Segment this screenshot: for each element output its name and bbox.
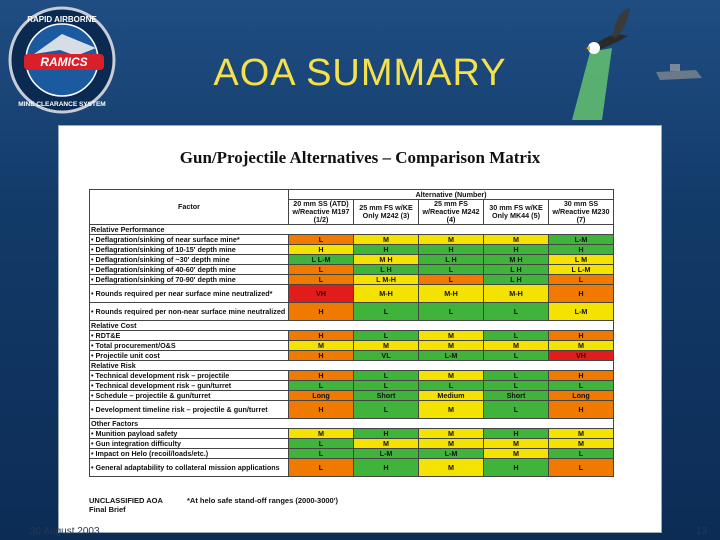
row-label: • Deflagration/sinking of 10-15' depth mine [90,245,289,255]
cell: M [354,235,419,245]
cell: VL [354,351,419,361]
cell: M [289,341,354,351]
cell: M [549,429,614,439]
svg-text:RAPID AIRBORNE: RAPID AIRBORNE [27,15,97,24]
cell: M [419,401,484,419]
table-row [90,285,614,303]
cell: L M-H [354,275,419,285]
cell: Long [289,391,354,401]
cell: L [484,351,549,361]
cell: L [484,401,549,419]
ramics-logo [4,4,122,116]
cell: H [289,245,354,255]
cell: L [354,331,419,341]
eagle-graphic [572,8,718,120]
cell: M-H [484,285,549,303]
cell: M [484,449,549,459]
cell: L L-M [549,265,614,275]
table-row [90,391,614,401]
cell: M [419,429,484,439]
comparison-matrix-panel [58,125,662,533]
cell: L [289,449,354,459]
column-header: 20 mm SS (ATD) w/Reactive M197 (1/2) [289,200,354,225]
cell: H [354,459,419,477]
slide-title: AOA SUMMARY [213,52,507,94]
table-row [90,449,614,459]
row-label: • Schedule – projectile & gun/turret [90,391,289,401]
cell: M [549,439,614,449]
cell: M [419,459,484,477]
table-row [90,459,614,477]
cell: H [419,245,484,255]
cell: M H [354,255,419,265]
cell: L [419,265,484,275]
row-label: • Impact on Helo (recoil/loads/etc.) [90,449,289,459]
table-row [90,341,614,351]
cell: M-H [419,285,484,303]
cell: L [549,275,614,285]
row-label: • Deflagration/sinking of ~30' depth mine [90,255,289,265]
cell: L [484,381,549,391]
cell: L [419,381,484,391]
cell: L [354,303,419,321]
cell: M [419,371,484,381]
cell: M [419,331,484,341]
page-number: 13 [696,526,708,537]
cell: H [549,371,614,381]
table-row [90,331,614,341]
row-label: • Projectile unit cost [90,351,289,361]
cell: L H [354,265,419,275]
matrix-title: Gun/Projectile Alternatives – Comparison Matrix [179,148,541,167]
cell: Short [354,391,419,401]
cell: L [354,401,419,419]
section-header: Other Factors [90,419,614,429]
cell: L M [549,255,614,265]
cell: L H [484,275,549,285]
table-row [90,235,614,245]
cell: H [484,429,549,439]
cell: Long [549,391,614,401]
cell: L [289,275,354,285]
cell: H [289,401,354,419]
column-header: 25 mm FS w/KE Only M242 (3) [354,200,419,225]
row-label: • Development timeline risk – projectile & gun/turret [90,401,289,419]
column-header: 30 mm SS w/Reactive M230 (7) [549,200,614,225]
row-label: • RDT&E [90,331,289,341]
cell: L [354,371,419,381]
svg-text:RAMICS: RAMICS [40,55,88,69]
table-row [90,429,614,439]
table-row [90,439,614,449]
section-header: Relative Risk [90,361,614,371]
footnote: *At helo safe stand-off ranges (2000-3000') [187,496,338,505]
cell: L [289,439,354,449]
cell: VH [549,351,614,361]
cell: M [484,439,549,449]
table-row [90,351,614,361]
cell: H [354,429,419,439]
table-row [90,275,614,285]
cell: L [419,275,484,285]
cell: L L-M [289,255,354,265]
cell: L-M [354,449,419,459]
factor-header: Factor [90,190,289,225]
cell: L-M [549,303,614,321]
section-header: Relative Cost [90,321,614,331]
cell: L-M [549,235,614,245]
cell: H [549,245,614,255]
cell: H [289,303,354,321]
row-label: • Technical development risk – projectile [90,371,289,381]
cell: VH [289,285,354,303]
svg-text:MINE CLEARANCE SYSTEM: MINE CLEARANCE SYSTEM [18,101,106,108]
cell: M [419,341,484,351]
cell: H [289,351,354,361]
cell: M-H [354,285,419,303]
cell: M [484,341,549,351]
cell: L [484,303,549,321]
cell: H [484,245,549,255]
cell: H [289,331,354,341]
row-label: • Deflagration/sinking of 70-90' depth mine [90,275,289,285]
cell: Medium [419,391,484,401]
comparison-matrix-table [89,189,614,477]
row-label: • Rounds required per non-near surface mine neutralized [90,303,289,321]
table-row [90,303,614,321]
cell: H [289,371,354,381]
cell: Short [484,391,549,401]
classification-footer: UNCLASSIFIED AOA Final Brief [89,496,163,514]
table-row [90,255,614,265]
cell: L [289,235,354,245]
cell: M [419,235,484,245]
table-row [90,245,614,255]
column-header: 30 mm FS w/KE Only MK44 (5) [484,200,549,225]
cell: L [419,303,484,321]
row-label: • Deflagration/sinking of 40-60' depth mine [90,265,289,275]
cell: L [484,371,549,381]
cell: L [549,449,614,459]
column-header: 25 mm FS w/Reactive M242 (4) [419,200,484,225]
cell: H [549,285,614,303]
cell: L H [484,265,549,275]
row-label: • Total procurement/O&S [90,341,289,351]
cell: L [289,381,354,391]
cell: L-M [419,449,484,459]
cell: L [354,381,419,391]
cell: M [484,235,549,245]
cell: L [549,459,614,477]
table-row [90,265,614,275]
cell: M [289,429,354,439]
cell: H [354,245,419,255]
cell: L [289,459,354,477]
cell: H [484,459,549,477]
alternative-header: Alternative (Number) [289,190,614,200]
cell: M H [484,255,549,265]
row-label: • Munition payload safety [90,429,289,439]
cell: L [549,381,614,391]
cell: M [419,439,484,449]
row-label: • Deflagration/sinking of near surface mine* [90,235,289,245]
table-row [90,371,614,381]
section-header: Relative Performance [90,225,614,235]
slide-date: 30 August 2003 [30,526,100,537]
row-label: • General adaptability to collateral mission applications [90,459,289,477]
table-row [90,381,614,391]
cell: L-M [419,351,484,361]
cell: M [354,341,419,351]
cell: H [549,401,614,419]
cell: H [549,331,614,341]
cell: L H [419,255,484,265]
row-label: • Rounds required per near surface mine neutralized* [90,285,289,303]
row-label: • Gun integration difficulty [90,439,289,449]
cell: L [289,265,354,275]
cell: M [549,341,614,351]
cell: M [354,439,419,449]
row-label: • Technical development risk – gun/turret [90,381,289,391]
table-row [90,401,614,419]
cell: L [484,331,549,341]
